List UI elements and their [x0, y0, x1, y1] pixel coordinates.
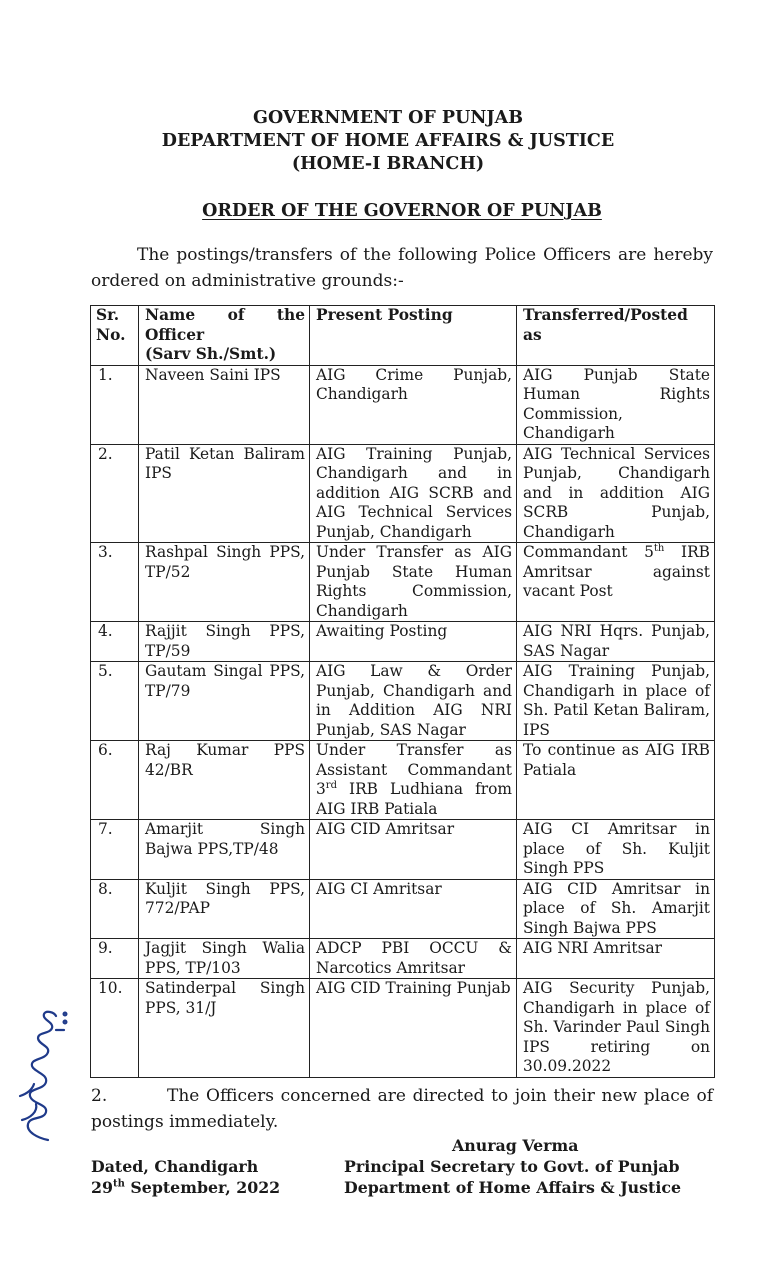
- table-row: [91, 741, 715, 820]
- handwritten-signature: [8, 1000, 72, 1150]
- transferred-cell: AIG NRI Hqrs. Punjab, SAS Nagar: [517, 622, 715, 662]
- present-posting-cell: AIG Crime Punjab, Chandigarh: [310, 365, 517, 444]
- header-serial-line1: Sr.: [96, 306, 120, 324]
- table-row: [91, 939, 715, 979]
- header-branch: (HOME-I BRANCH): [291, 154, 485, 174]
- ordinal-suffix: rd: [325, 779, 337, 791]
- dated-date: [91, 1177, 280, 1198]
- postings-table: [90, 305, 715, 1078]
- dated-place: Dated, Chandigarh: [91, 1157, 259, 1176]
- signatory-title: Principal Secretary to Govt. of Punjab: [344, 1157, 680, 1176]
- serial-cell: 3.: [91, 543, 139, 622]
- transferred-cell: AIG Security Punjab, Chandigarh in place of Sh. Varinder Paul Singh IPS retiring on 30.09.2022: [517, 979, 715, 1078]
- present-posting-cell: AIG CID Amritsar: [310, 820, 517, 880]
- ordinal-suffix: th: [653, 542, 665, 554]
- transferred-cell: AIG Technical Services Punjab, Chandigarh and in addition AIG SCRB Punjab, Chandigarh: [517, 444, 715, 543]
- present-text-pre: Under Transfer as Assistant Commandant 3: [316, 741, 512, 798]
- officer-name-cell: Jagjit Singh Walia PPS, TP/103: [139, 939, 310, 979]
- header-serial: [91, 306, 139, 366]
- serial-cell: 10.: [91, 979, 139, 1078]
- paragraph-number: 2.: [91, 1086, 108, 1106]
- officer-name-cell: Gautam Singal PPS, TP/79: [139, 662, 310, 741]
- transferred-text-post: IRB Amritsar against vacant Post: [523, 543, 710, 600]
- officer-name-cell: Raj Kumar PPS 42/BR: [139, 741, 310, 820]
- transferred-cell: AIG CID Amritsar in place of Sh. Amarjit Singh Bajwa PPS: [517, 879, 715, 939]
- transferred-cell: To continue as AIG IRB Patiala: [517, 741, 715, 820]
- header-department: DEPARTMENT OF HOME AFFAIRS & JUSTICE: [161, 131, 615, 151]
- table-row: [91, 979, 715, 1078]
- table-row: [91, 543, 715, 622]
- officer-name-cell: Naveen Saini IPS: [139, 365, 310, 444]
- serial-cell: 2.: [91, 444, 139, 543]
- order-title: ORDER OF THE GOVERNOR OF PUNJAB: [202, 201, 602, 221]
- serial-cell: 4.: [91, 622, 139, 662]
- transferred-cell: [517, 543, 715, 622]
- table-row: [91, 444, 715, 543]
- table-header-row: [91, 306, 715, 366]
- officer-name-cell: Satinderpal Singh PPS, 31/J: [139, 979, 310, 1078]
- officer-name-cell: Kuljit Singh PPS, 772/PAP: [139, 879, 310, 939]
- officer-name-cell: Rashpal Singh PPS, TP/52: [139, 543, 310, 622]
- present-posting-cell: AIG CID Training Punjab: [310, 979, 517, 1078]
- serial-cell: 7.: [91, 820, 139, 880]
- directive-paragraph: [91, 1083, 713, 1135]
- header-transferred-line1: Transferred/Posted: [523, 306, 688, 324]
- transferred-cell: AIG NRI Amritsar: [517, 939, 715, 979]
- header-name-line2: (Sarv Sh./Smt.): [145, 345, 277, 363]
- header-government: GOVERNMENT OF PUNJAB: [253, 108, 523, 128]
- transferred-cell: AIG Punjab State Human Rights Commission, Chandigarh: [517, 365, 715, 444]
- transferred-cell: AIG Training Punjab, Chandigarh in place of Sh. Patil Ketan Baliram, IPS: [517, 662, 715, 741]
- table-row: [91, 622, 715, 662]
- date-month-year: September, 2022: [124, 1178, 281, 1197]
- signatory-name: Anurag Verma: [452, 1136, 579, 1155]
- present-posting-cell: AIG CI Amritsar: [310, 879, 517, 939]
- serial-cell: 8.: [91, 879, 139, 939]
- intro-paragraph: The postings/transfers of the following Police Officers are hereby ordered on administrative grounds:-: [91, 245, 713, 291]
- officer-name-cell: Amarjit Singh Bajwa PPS,TP/48: [139, 820, 310, 880]
- present-posting-cell: AIG Training Punjab, Chandigarh and in addition AIG SCRB and AIG Technical Services Punjab, Chandigarh: [310, 444, 517, 543]
- table-row: [91, 879, 715, 939]
- transferred-text-pre: Commandant 5: [523, 543, 654, 561]
- present-posting-cell: ADCP PBI OCCU & Narcotics Amritsar: [310, 939, 517, 979]
- present-posting-cell: AIG Law & Order Punjab, Chandigarh and in Addition AIG NRI Punjab, SAS Nagar: [310, 662, 517, 741]
- header-transferred-line2: as: [523, 325, 542, 344]
- serial-cell: 9.: [91, 939, 139, 979]
- date-day-suffix: th: [112, 1178, 125, 1190]
- date-day: 29: [91, 1178, 113, 1197]
- present-text-post: IRB Ludhiana from AIG IRB Patiala: [316, 780, 512, 818]
- serial-cell: 1.: [91, 365, 139, 444]
- header-transferred-posted: [517, 306, 715, 366]
- present-posting-cell: Awaiting Posting: [310, 622, 517, 662]
- header-serial-line2: No.: [96, 325, 126, 344]
- paragraph-text: The Officers concerned are directed to join their new place of postings immediately.: [91, 1086, 713, 1132]
- table-row: [91, 662, 715, 741]
- transferred-cell: AIG CI Amritsar in place of Sh. Kuljit Singh PPS: [517, 820, 715, 880]
- header-present-posting: Present Posting: [310, 306, 517, 366]
- officer-name-cell: Rajjit Singh PPS, TP/59: [139, 622, 310, 662]
- serial-cell: 5.: [91, 662, 139, 741]
- present-posting-cell: [310, 741, 517, 820]
- signatory-department: Department of Home Affairs & Justice: [344, 1178, 682, 1197]
- serial-cell: 6.: [91, 741, 139, 820]
- table-row: [91, 365, 715, 444]
- table-row: [91, 820, 715, 880]
- header-name-line1: Name of the Officer: [145, 306, 305, 344]
- header-officer-name: [139, 306, 310, 366]
- present-posting-cell: Under Transfer as AIG Punjab State Human Rights Commission, Chandigarh: [310, 543, 517, 622]
- officer-name-cell: Patil Ketan Baliram IPS: [139, 444, 310, 543]
